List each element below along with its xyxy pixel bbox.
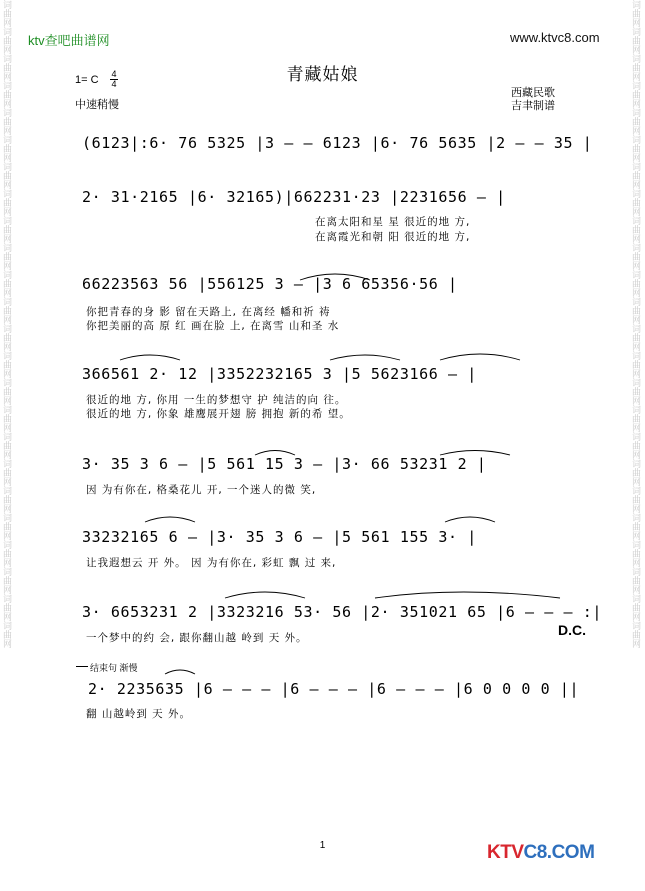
lyric-line-3b: 你把美丽的高 原 红 画在脸 上, 在离雪 山和圣 水	[86, 320, 340, 332]
watermark-text: 词曲网	[630, 216, 640, 243]
watermark-text: 词曲网	[1, 162, 11, 189]
watermark-text: 词曲网	[630, 270, 640, 297]
slur-arc	[330, 355, 400, 360]
slur-arc	[165, 670, 195, 674]
notation-line-1: (6123|:6· 76 5325 |3 — — 6123 |6· 76 5635 |2 — — 35 |	[82, 134, 593, 152]
logo-red-part: KTV	[487, 842, 524, 863]
watermark-text: 词曲网	[630, 432, 640, 459]
notation-line-7: 3· 6653231 2 |3323216 53· 56 |2· 351021 65 |6 — — — :|	[82, 603, 603, 621]
watermark-text: 词曲网	[630, 243, 640, 270]
slur-arc	[120, 355, 180, 360]
watermark-text: 词曲网	[630, 81, 640, 108]
slur-arc	[145, 517, 195, 522]
watermark-text: 词曲网	[1, 594, 11, 621]
watermark-text: 词曲网	[630, 486, 640, 513]
watermark-text: 词曲网	[630, 108, 640, 135]
watermark-text: 词曲网	[1, 108, 11, 135]
ktvc8-logo[interactable]	[487, 842, 594, 864]
watermark-text: 词曲网	[630, 621, 640, 648]
watermark-text: 词曲网	[1, 81, 11, 108]
watermark-text: 词曲网	[630, 378, 640, 405]
lyric-line-4b: 很近的地 方, 你象 雄鹰展开翅 膀 拥抱 新的希 望。	[86, 408, 351, 420]
slur-arc	[445, 517, 495, 522]
notation-line-2: 2· 31·2165 |6· 32165)|662231·23 |2231656 — |	[82, 188, 506, 206]
watermark-text: 词曲网	[1, 540, 11, 567]
watermark-text: 词曲网	[1, 243, 11, 270]
watermark-text: 词曲网	[1, 513, 11, 540]
watermark-text: 词曲网	[630, 0, 640, 27]
notation-line-3: 66223563 56 |556125 3 — |3 6 65356·56 |	[82, 275, 458, 293]
coda-label: 结束句 渐慢	[90, 663, 138, 673]
watermark-text: 词曲网	[1, 378, 11, 405]
watermark-text: 词曲网	[630, 513, 640, 540]
watermark-text: 词曲网	[1, 54, 11, 81]
time-signature-top: 4	[111, 69, 117, 79]
notation-line-coda: 2· 2235635 |6 — — — |6 — — — |6 — — — |6 0 0 0 0 ||	[88, 680, 580, 698]
watermark-text: 词曲网	[1, 135, 11, 162]
watermark-text: 词曲网	[1, 459, 11, 486]
arranger-credit: 吉聿制谱	[511, 100, 555, 112]
watermark-strip-left	[0, 0, 16, 891]
logo-blue-part: C8.COM	[523, 842, 595, 863]
watermark-text: 词曲网	[1, 189, 11, 216]
watermark-text: 词曲网	[630, 594, 640, 621]
watermark-text: 词曲网	[630, 297, 640, 324]
lyric-line-2b: 在离霞光和朝 阳 很近的地 方,	[315, 231, 471, 243]
watermark-text: 词曲网	[1, 351, 11, 378]
watermark-text: 词曲网	[1, 0, 11, 27]
watermark-strip-right	[629, 0, 645, 891]
watermark-text: 词曲网	[630, 459, 640, 486]
lyric-line-6: 让我遐想云 开 外。 因 为有你在, 彩虹 飘 过 来,	[86, 557, 337, 569]
page-number: 1	[319, 840, 326, 851]
watermark-text: 词曲网	[1, 324, 11, 351]
watermark-text: 词曲网	[630, 405, 640, 432]
watermark-text: 词曲网	[630, 540, 640, 567]
watermark-text: 词曲网	[1, 216, 11, 243]
watermark-text: 词曲网	[1, 432, 11, 459]
lyric-line-4a: 很近的地 方, 你用 一生的梦想守 护 纯洁的向 往。	[86, 394, 347, 406]
notation-line-4: 366561 2· 12 |3352232165 3 |5 5623166 — |	[82, 365, 477, 383]
watermark-text: 词曲网	[630, 162, 640, 189]
watermark-text: 词曲网	[630, 567, 640, 594]
slur-arc	[225, 592, 305, 598]
watermark-text: 词曲网	[630, 54, 640, 81]
watermark-text: 词曲网	[1, 270, 11, 297]
watermark-text: 词曲网	[1, 621, 11, 648]
watermark-text: 词曲网	[1, 297, 11, 324]
time-signature-bottom: 4	[111, 79, 117, 89]
watermark-text: 词曲网	[1, 567, 11, 594]
tempo-marking: 中速稍慢	[75, 99, 119, 111]
song-origin: 西藏民歌	[511, 87, 555, 99]
lyric-line-3a: 你把青春的身 影 留在天路上, 在离经 幡和祈 祷	[86, 306, 331, 318]
site-name-left[interactable]: ktv查吧曲谱网	[28, 33, 110, 48]
site-url-right[interactable]: www.ktvc8.com	[510, 30, 600, 45]
watermark-text: 词曲网	[630, 189, 640, 216]
watermark-text: 词曲网	[630, 27, 640, 54]
notation-line-6: 33232165 6 — |3· 35 3 6 — |5 561 155 3· |	[82, 528, 477, 546]
lyric-line-2a: 在离太阳和星 星 很近的地 方,	[315, 216, 471, 228]
watermark-text: 词曲网	[630, 351, 640, 378]
watermark-text: 词曲网	[1, 405, 11, 432]
slur-arc	[375, 592, 560, 598]
watermark-text: 词曲网	[630, 135, 640, 162]
lyric-line-7: 一个梦中的约 会, 跟你翻山越 岭到 天 外。	[86, 632, 308, 644]
time-signature	[110, 70, 118, 89]
watermark-text: 词曲网	[1, 486, 11, 513]
coda-bracket	[76, 666, 88, 667]
watermark-text: 词曲网	[630, 324, 640, 351]
song-title: 青藏姑娘	[286, 65, 359, 84]
da-capo-marking: D.C.	[558, 622, 586, 638]
notation-line-5: 3· 35 3 6 — |5 561 15 3 — |3· 66 53231 2 |	[82, 455, 487, 473]
lyric-line-5: 因 为有你在, 格桑花儿 开, 一个迷人的微 笑,	[86, 484, 317, 496]
key-signature: 1= C	[75, 74, 99, 86]
slur-arc	[440, 354, 520, 360]
lyric-line-coda: 翻 山越岭到 天 外。	[86, 708, 192, 720]
watermark-text: 词曲网	[1, 27, 11, 54]
